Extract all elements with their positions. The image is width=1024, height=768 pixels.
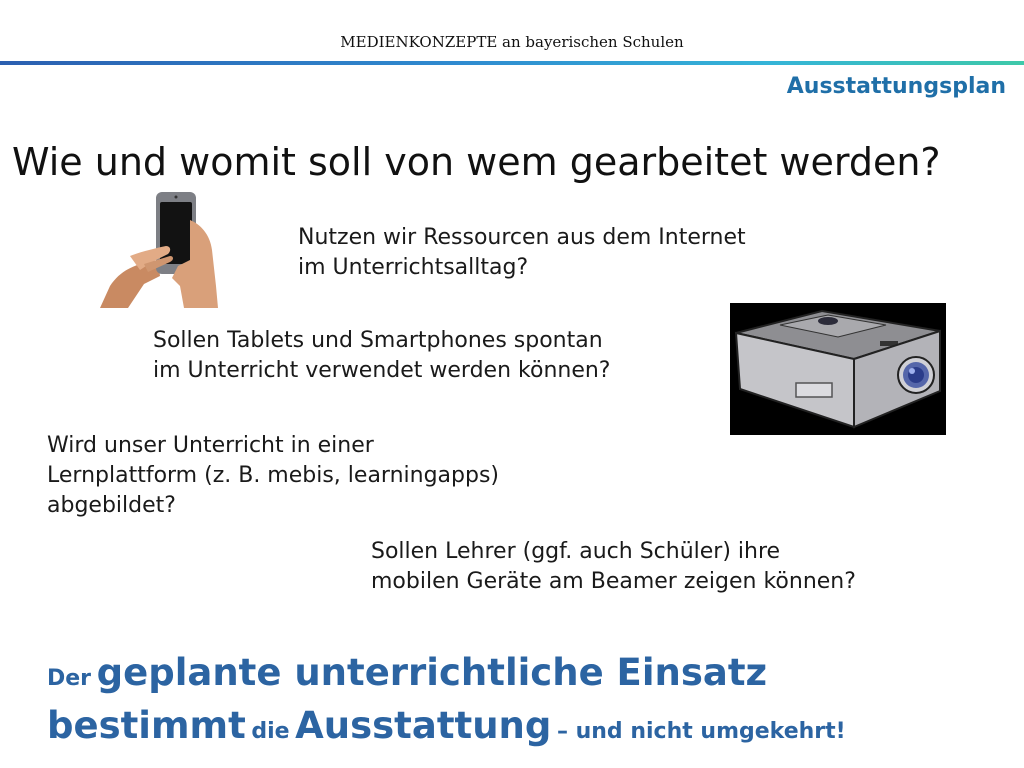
hands-holding-smartphone-icon — [100, 190, 220, 308]
question-line: mobilen Geräte am Beamer zeigen können? — [371, 569, 856, 594]
conclusion-statement — [47, 650, 846, 756]
question-line: Wird unser Unterricht in einer — [47, 433, 374, 458]
question-learning-platform — [47, 431, 499, 521]
question-line: abgebildet? — [47, 493, 176, 518]
question-line: Sollen Lehrer (ggf. auch Schüler) ihre — [371, 539, 781, 564]
conclusion-word: Ausstattung — [295, 704, 552, 747]
question-line: Lernplattform (z. B. mebis, learningapps) — [47, 463, 499, 488]
question-line: Nutzen wir Ressourcen aus dem Internet — [298, 225, 746, 250]
conclusion-line-2 — [47, 703, 846, 756]
conclusion-word: geplante unterrichtliche Einsatz — [96, 651, 768, 694]
section-label: Ausstattungsplan — [786, 74, 1006, 99]
question-line: im Unterricht verwendet werden können? — [153, 358, 611, 383]
conclusion-word: – und nicht umgekehrt! — [556, 719, 846, 744]
header-divider — [0, 61, 1024, 65]
conclusion-word: Der — [47, 666, 92, 691]
slide-header-title: MEDIENKONZEPTE an bayerischen Schulen — [340, 33, 684, 51]
conclusion-word: bestimmt — [47, 704, 246, 747]
question-line: Sollen Tablets und Smartphones spontan — [153, 328, 603, 353]
question-internet-resources — [298, 223, 746, 283]
conclusion-line-1 — [47, 650, 846, 703]
main-question: Wie und womit soll von wem gearbeitet werden? — [12, 140, 941, 184]
question-tablets-smartphones — [153, 326, 611, 386]
question-mobile-devices-beamer — [371, 537, 856, 597]
conclusion-word: die — [251, 719, 290, 744]
projector-icon — [730, 303, 946, 435]
question-line: im Unterrichtsalltag? — [298, 255, 529, 280]
